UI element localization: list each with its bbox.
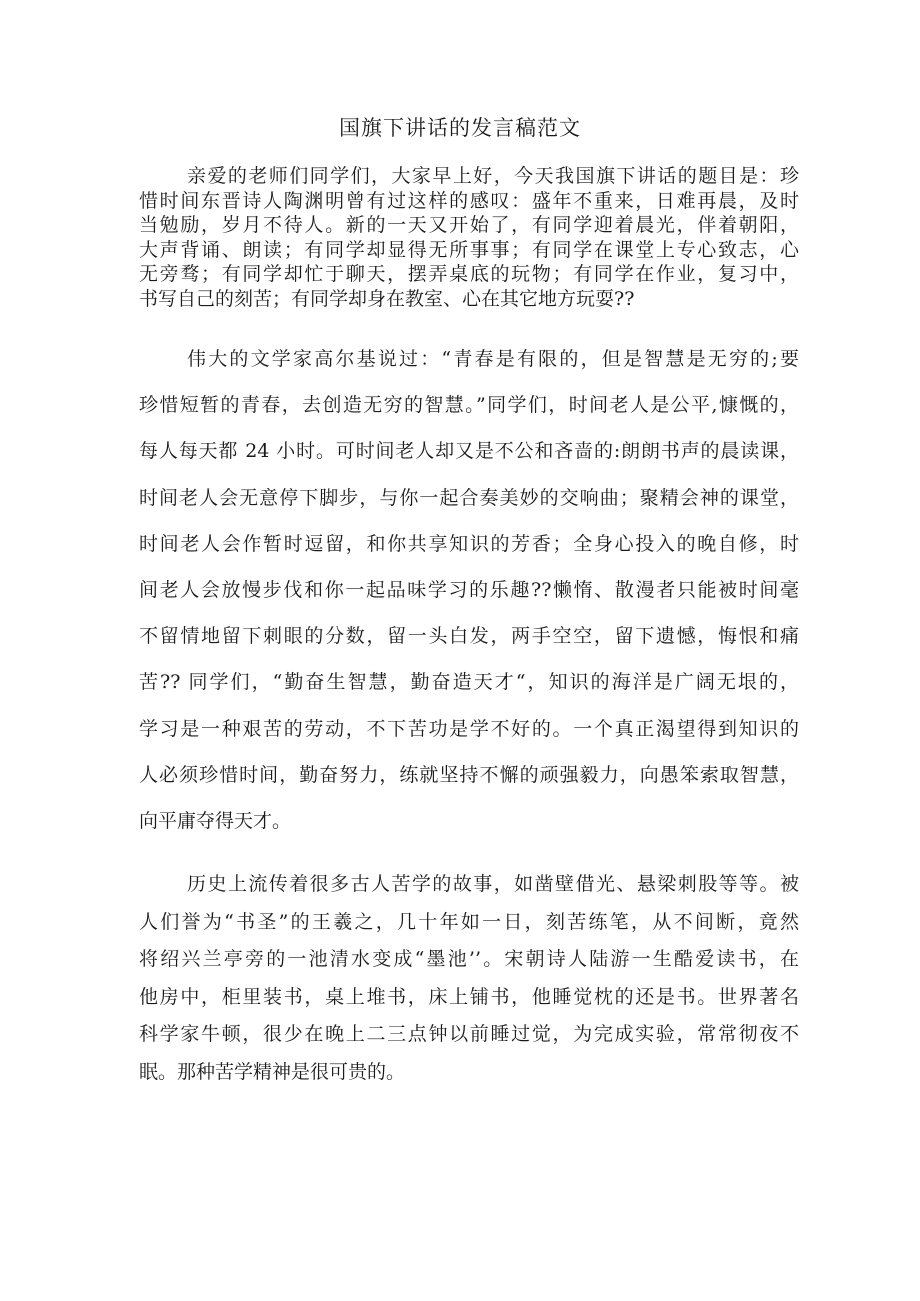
paragraph-line: 将绍兴兰亭旁的一池清水变成“墨池’’。宋朝诗人陆游一生酷爱读书，在 bbox=[139, 948, 799, 970]
paragraph-line: 惜时间东晋诗人陶渊明曾有过这样的感叹：盛年不重来，日难再晨，及时 bbox=[139, 189, 799, 212]
paragraph-1 bbox=[139, 164, 799, 311]
paragraph-line: 当勉励，岁月不待人。新的一天又开始了，有同学迎着晨光，伴着朝阳， bbox=[139, 214, 799, 236]
paragraph-line: 无旁骛；有同学却忙于聊天，摆弄桌底的玩物；有同学在作业，复习中， bbox=[139, 263, 799, 285]
paragraph-2 bbox=[139, 336, 799, 844]
paragraph-line: 人们誉为“书圣”的王羲之，几十年如一日，刻苦练笔，从不间断，竟然 bbox=[139, 910, 799, 933]
paragraph-line: 苦?? 同学们，“勤奋生智慧，勤奋造天才“，知识的海洋是广阔无垠的， bbox=[139, 671, 799, 694]
paragraph-line: 科学家牛顿，很少在晚上二三点钟以前睡过觉，为完成实验，常常彻夜不 bbox=[139, 1023, 799, 1045]
paragraph-line: 时间老人会无意停下脚步，与你一起合奏美妙的交响曲；聚精会神的课堂， bbox=[139, 486, 799, 509]
paragraph-line: 学习是一种艰苦的劳动，不下苦功是学不好的。一个真正渴望得到知识的 bbox=[139, 717, 799, 740]
paragraph-line: 书写自己的刻苦；有同学却身在教室、心在其它地方玩耍?? bbox=[139, 287, 635, 310]
paragraph-line: 伟大的文学家高尔基说过：“青春是有限的，但是智慧是无穷的;要 bbox=[187, 348, 799, 370]
paragraph-line: 亲爱的老师们同学们，大家早上好，今天我国旗下讲话的题目是：珍 bbox=[187, 165, 799, 187]
paragraph-line: 历史上流传着很多古人苦学的故事，如凿壁借光、悬梁刺股等等。被 bbox=[187, 873, 799, 895]
document-title: 国旗下讲话的发言稿范文 bbox=[339, 116, 581, 140]
paragraph-line: 眠。那种苦学精神是很可贵的。 bbox=[139, 1060, 406, 1083]
paragraph-line: 珍惜短暂的青春，去创造无穷的智慧。”同学们，时间老人是公平,慷慨的， bbox=[139, 394, 799, 417]
paragraph-line: 向平庸夺得天才。 bbox=[139, 810, 292, 833]
paragraph-line: 间老人会放慢步伐和你一起品味学习的乐趣??懒惰、散漫者只能被时间毫 bbox=[139, 579, 799, 602]
paragraph-line: 他房中，柜里装书，桌上堆书，床上铺书，他睡觉枕的还是书。世界著名 bbox=[139, 985, 799, 1008]
paragraph-line: 不留情地留下刺眼的分数，留一头白发，两手空空，留下遗憾，悔恨和痛 bbox=[139, 625, 799, 648]
paragraph-3 bbox=[139, 866, 799, 1091]
paragraph-line: 时间老人会作暂时逗留，和你共享知识的芳香；全身心投入的晚自修，时 bbox=[139, 532, 799, 555]
paragraph-line: 每人每天都 24 小时。可时间老人却又是不公和吝啬的:朗朗书声的晨读课， bbox=[139, 440, 799, 463]
paragraph-line: 大声背诵、朗读；有同学却显得无所事事；有同学在课堂上专心致志，心 bbox=[139, 238, 799, 261]
paragraph-line: 人必须珍惜时间，勤奋努力，练就坚持不懈的顽强毅力，向愚笨索取智慧， bbox=[139, 763, 799, 786]
